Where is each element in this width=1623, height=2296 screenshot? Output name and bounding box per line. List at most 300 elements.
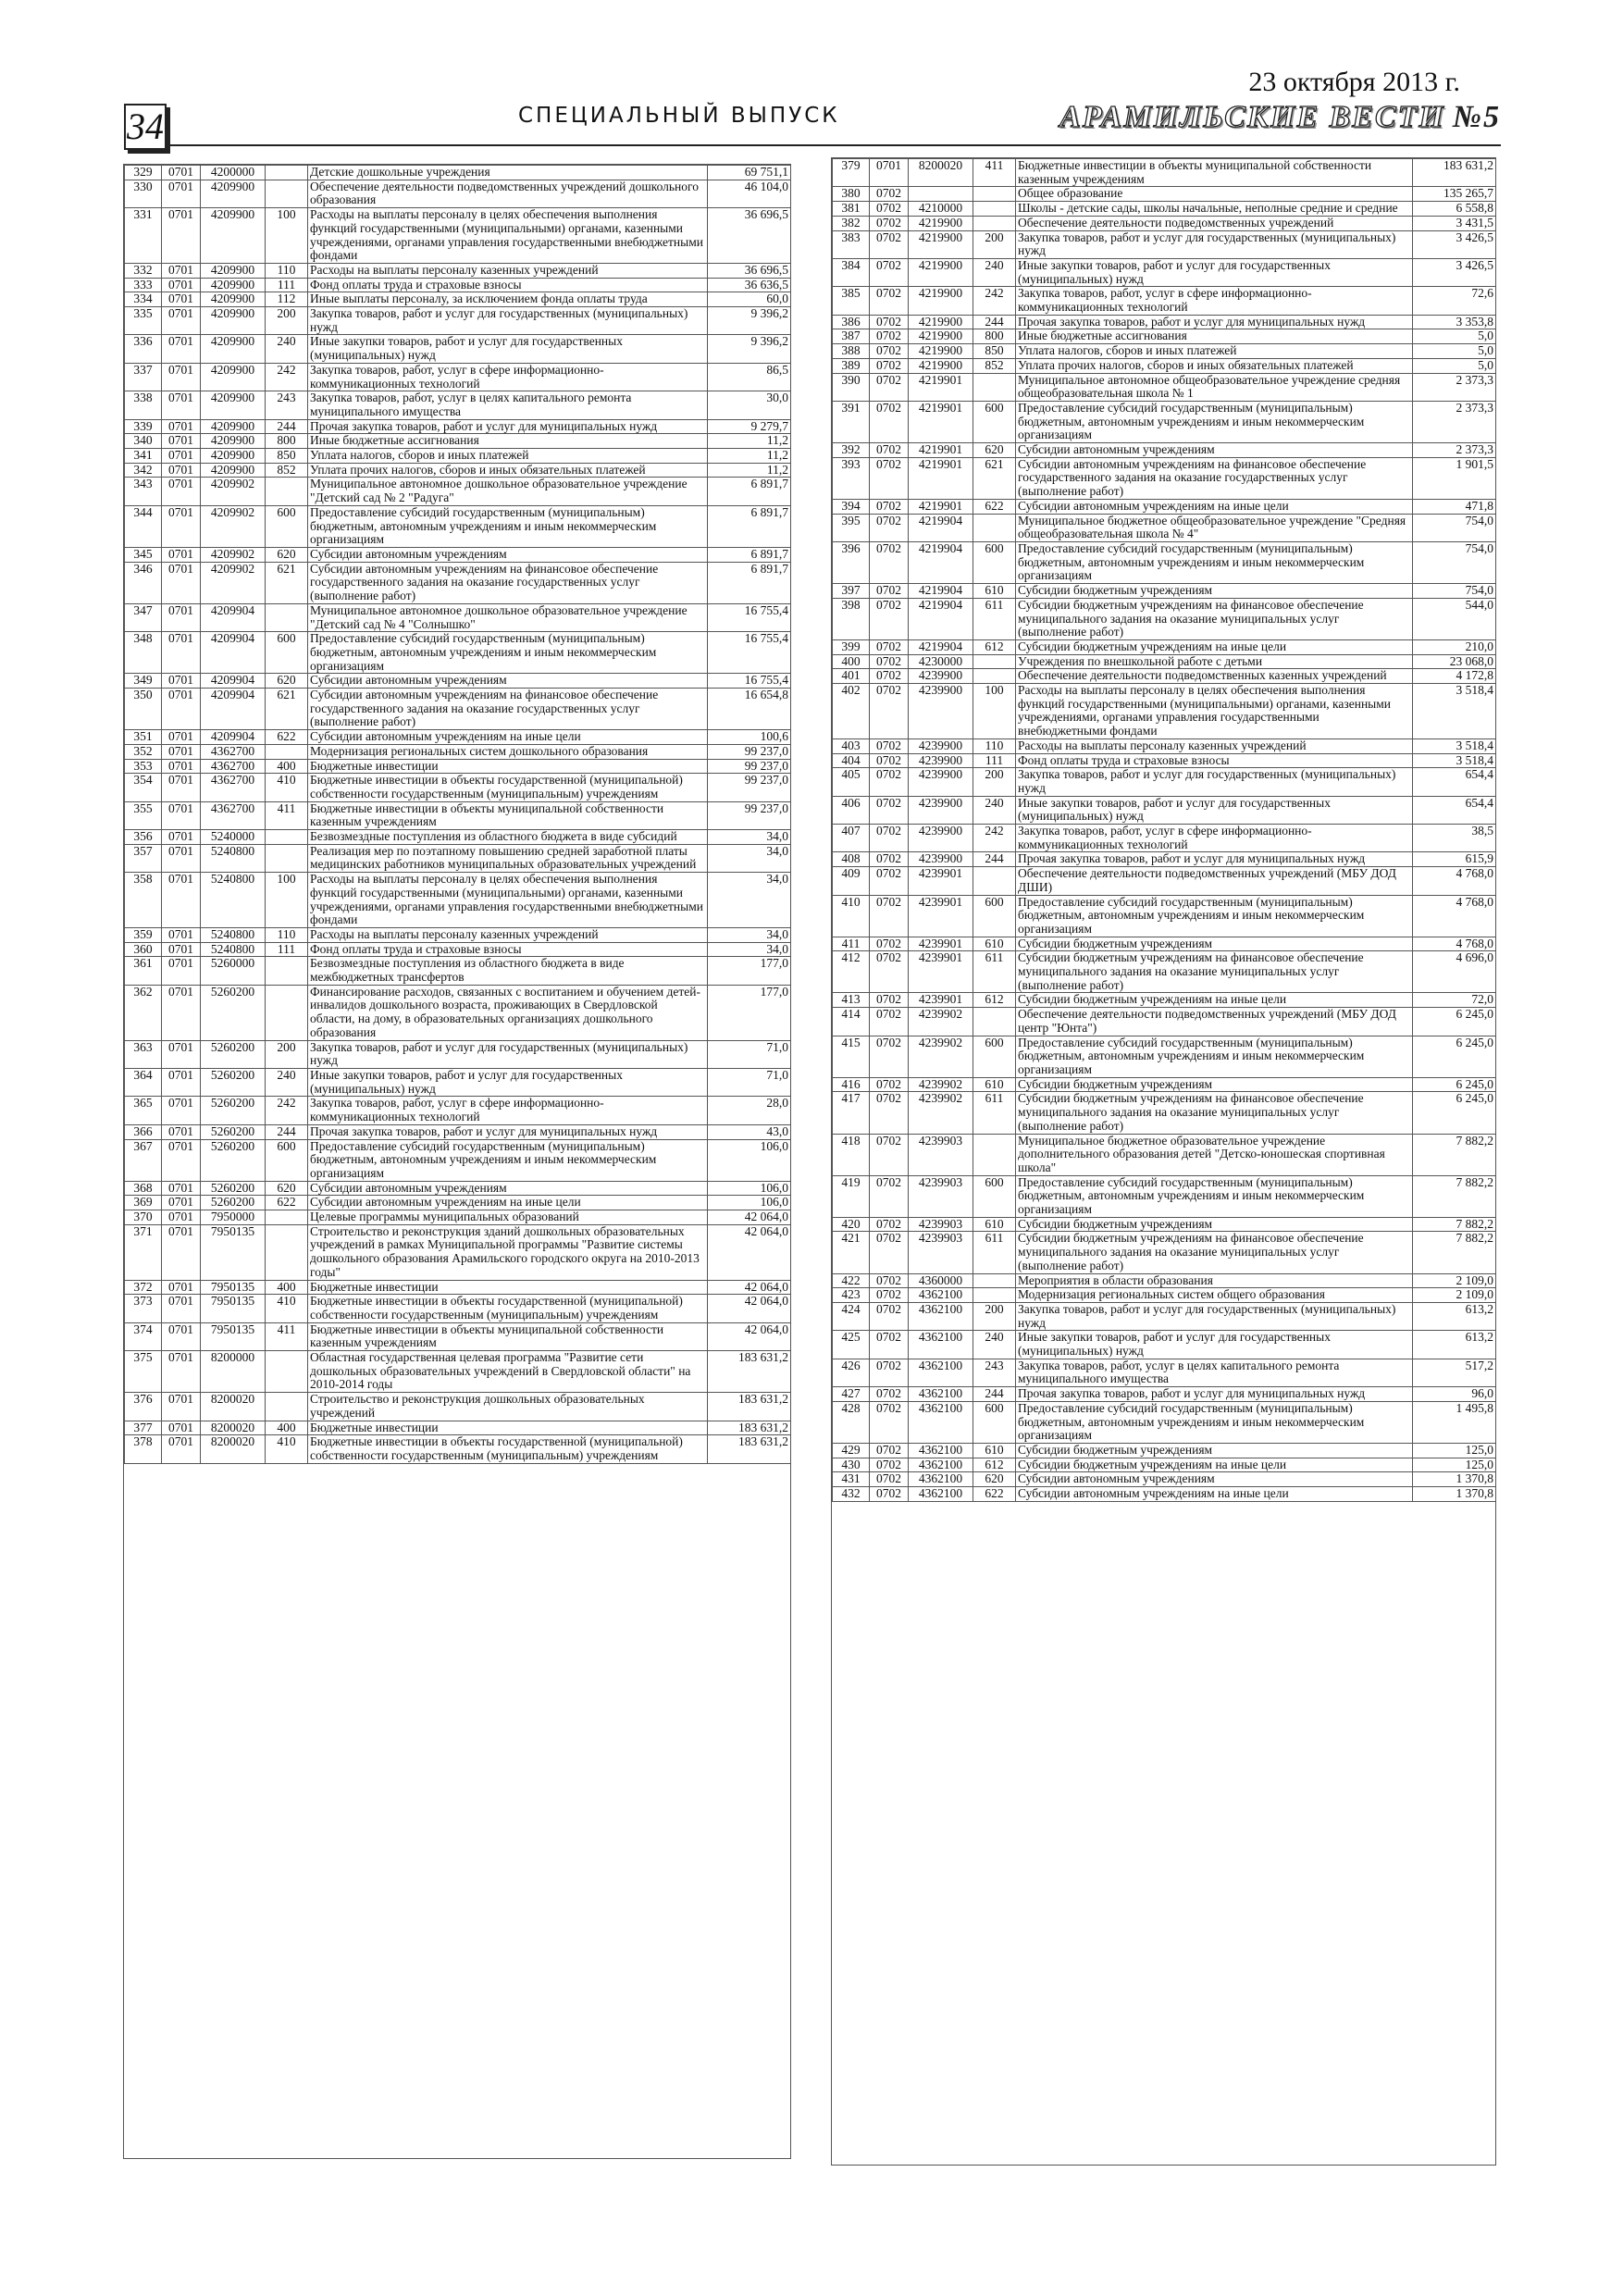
- table-row: [125, 1139, 791, 1181]
- amount-value: 71,0: [708, 1040, 791, 1068]
- section-code: 0702: [870, 187, 909, 202]
- amount-value: 754,0: [1413, 514, 1496, 541]
- row-number: 376: [125, 1393, 162, 1421]
- section-code: 0701: [162, 927, 201, 942]
- expense-type-code: 620: [973, 443, 1016, 458]
- amount-value: 106,0: [708, 1196, 791, 1210]
- table-row: [125, 730, 791, 745]
- amount-value: 71,0: [708, 1069, 791, 1097]
- section-code: 0702: [870, 1443, 909, 1458]
- section-code: 0701: [162, 1181, 201, 1196]
- section-code: 0702: [870, 1472, 909, 1487]
- expense-type-code: 600: [973, 895, 1016, 937]
- article-code: 4209900: [201, 463, 266, 478]
- row-number: 358: [125, 873, 162, 928]
- item-name: Субсидии бюджетным учреждениям на иные цели: [1016, 1458, 1413, 1472]
- amount-value: 16 755,4: [708, 603, 791, 631]
- item-name: Прочая закупка товаров, работ и услуг для муниципальных нужд: [1016, 852, 1413, 867]
- expense-type-code: 240: [973, 796, 1016, 824]
- section-code: 0702: [870, 738, 909, 753]
- section-code: 0701: [162, 434, 201, 449]
- table-row: [125, 674, 791, 689]
- section-code: 0702: [870, 216, 909, 230]
- article-code: 5260200: [201, 985, 266, 1040]
- section-code: 0702: [870, 1036, 909, 1077]
- amount-value: 11,2: [708, 449, 791, 464]
- article-code: 4209902: [201, 547, 266, 562]
- table-row: [125, 1295, 791, 1322]
- row-number: 420: [833, 1217, 870, 1232]
- expense-type-code: 600: [973, 1036, 1016, 1077]
- section-code: 0701: [162, 730, 201, 745]
- expense-type-code: [973, 654, 1016, 669]
- item-name: Закупка товаров, работ, услуг в сфере информационно-коммуникационных технологий: [1016, 825, 1413, 852]
- amount-value: 3 426,5: [1413, 230, 1496, 258]
- section-code: 0702: [870, 499, 909, 514]
- row-number: 348: [125, 632, 162, 674]
- article-code: 4239901: [909, 937, 973, 951]
- expense-type-code: 620: [266, 547, 308, 562]
- article-code: 4209900: [201, 208, 266, 264]
- section-code: 0702: [870, 1487, 909, 1502]
- row-number: 362: [125, 985, 162, 1040]
- table-row: [833, 1331, 1496, 1359]
- article-code: 4219900: [909, 287, 973, 315]
- row-number: 408: [833, 852, 870, 867]
- item-name: Иные закупки товаров, работ и услуг для государственных (муниципальных) нужд: [1016, 1331, 1413, 1359]
- section-code: 0701: [162, 505, 201, 547]
- expense-type-code: 200: [266, 307, 308, 335]
- item-name: Субсидии бюджетным учреждениям: [1016, 584, 1413, 599]
- section-code: 0702: [870, 1401, 909, 1443]
- item-name: Обеспечение деятельности подведомственных казенных учреждений: [1016, 669, 1413, 684]
- item-name: Муниципальное автономное дошкольное образовательное учреждение "Детский сад № 2 "Радуга": [308, 478, 708, 505]
- article-code: 5240800: [201, 942, 266, 957]
- article-code: 4209900: [201, 419, 266, 434]
- expense-type-code: 411: [266, 801, 308, 829]
- table-row: [125, 180, 791, 207]
- section-code: 0701: [162, 603, 201, 631]
- section-code: 0701: [162, 1196, 201, 1210]
- table-row: [833, 598, 1496, 639]
- section-code: 0702: [870, 654, 909, 669]
- section-code: 0702: [870, 514, 909, 541]
- article-code: 4219901: [909, 457, 973, 499]
- row-number: 335: [125, 307, 162, 335]
- amount-value: 34,0: [708, 830, 791, 845]
- expense-type-code: [266, 1210, 308, 1225]
- amount-value: 3 518,4: [1413, 684, 1496, 739]
- article-code: 4209902: [201, 505, 266, 547]
- amount-value: 38,5: [1413, 825, 1496, 852]
- table-row: [125, 208, 791, 264]
- item-name: Субсидии автономным учреждениям: [1016, 1472, 1413, 1487]
- amount-value: 1 901,5: [1413, 457, 1496, 499]
- item-name: Предоставление субсидий государственным (муниципальным) бюджетным, автономным учреждениям и иным некоммерческим организациям: [1016, 895, 1413, 937]
- row-number: 340: [125, 434, 162, 449]
- article-code: 4362700: [201, 759, 266, 774]
- row-number: 385: [833, 287, 870, 315]
- section-code: 0702: [870, 1232, 909, 1273]
- table-row: [833, 1273, 1496, 1288]
- row-number: 333: [125, 278, 162, 292]
- item-name: Предоставление субсидий государственным (муниципальным) бюджетным, автономным учреждениям и иным некоммерческим организациям: [308, 505, 708, 547]
- amount-value: 42 064,0: [708, 1295, 791, 1322]
- article-code: 4239900: [909, 825, 973, 852]
- table-row: [833, 1487, 1496, 1502]
- item-name: Фонд оплаты труда и страховые взносы: [308, 278, 708, 292]
- amount-value: 2 109,0: [1413, 1273, 1496, 1288]
- amount-value: 7 882,2: [1413, 1232, 1496, 1273]
- section-code: 0702: [870, 639, 909, 654]
- table-row: [125, 985, 791, 1040]
- section-code: 0702: [870, 1077, 909, 1092]
- section-code: 0702: [870, 684, 909, 739]
- expense-type-code: 240: [973, 258, 1016, 286]
- budget-table-left-body: [125, 166, 791, 1464]
- row-number: 353: [125, 759, 162, 774]
- row-number: 346: [125, 562, 162, 603]
- amount-value: 754,0: [1413, 541, 1496, 583]
- article-code: 4239900: [909, 852, 973, 867]
- amount-value: 5,0: [1413, 329, 1496, 344]
- section-code: 0701: [162, 942, 201, 957]
- expense-type-code: 100: [973, 684, 1016, 739]
- table-row: [125, 801, 791, 829]
- expense-type-code: 244: [973, 852, 1016, 867]
- expense-type-code: 200: [973, 1302, 1016, 1330]
- row-number: 402: [833, 684, 870, 739]
- expense-type-code: 200: [266, 1040, 308, 1068]
- table-row: [125, 363, 791, 391]
- article-code: 4219900: [909, 315, 973, 329]
- item-name: Уплата прочих налогов, сборов и иных обязательных платежей: [1016, 358, 1413, 373]
- amount-value: 99 237,0: [708, 744, 791, 759]
- item-name: Предоставление субсидий государственным (муниципальным) бюджетным, автономным учреждениям и иным некоммерческим организациям: [308, 1139, 708, 1181]
- item-name: Закупка товаров, работ, услуг в сфере информационно-коммуникационных технологий: [308, 363, 708, 391]
- item-name: Субсидии бюджетным учреждениям на финансовое обеспечение муниципального задания на оказание муниципальных услуг (выполнение работ): [1016, 951, 1413, 993]
- row-number: 378: [125, 1435, 162, 1463]
- table-row: [125, 1224, 791, 1280]
- expense-type-code: 242: [266, 1097, 308, 1124]
- article-code: 4210000: [909, 202, 973, 217]
- budget-table-right-body: [833, 159, 1496, 1502]
- table-row: [833, 1472, 1496, 1487]
- amount-value: 5,0: [1413, 344, 1496, 359]
- section-code: 0701: [162, 478, 201, 505]
- row-number: 356: [125, 830, 162, 845]
- item-name: Субсидии бюджетным учреждениям: [1016, 937, 1413, 951]
- item-name: Мероприятия в области образования: [1016, 1273, 1413, 1288]
- item-name: Бюджетные инвестиции в объекты муниципальной собственности казенным учреждениям: [308, 801, 708, 829]
- table-row: [125, 942, 791, 957]
- expense-type-code: 100: [266, 873, 308, 928]
- row-number: 342: [125, 463, 162, 478]
- section-code: 0701: [162, 689, 201, 730]
- table-row: [833, 825, 1496, 852]
- row-number: 345: [125, 547, 162, 562]
- expense-type-code: 110: [266, 263, 308, 278]
- item-name: Закупка товаров, работ и услуг для государственных (муниципальных) нужд: [1016, 1302, 1413, 1330]
- row-number: 418: [833, 1134, 870, 1175]
- row-number: 394: [833, 499, 870, 514]
- row-number: 374: [125, 1322, 162, 1350]
- amount-value: 4 768,0: [1413, 895, 1496, 937]
- section-code: 0702: [870, 584, 909, 599]
- section-code: 0702: [870, 457, 909, 499]
- item-name: Фонд оплаты труда и страховые взносы: [1016, 753, 1413, 768]
- article-code: 8200020: [201, 1435, 266, 1463]
- item-name: Иные бюджетные ассигнования: [308, 434, 708, 449]
- expense-type-code: [266, 166, 308, 180]
- amount-value: 613,2: [1413, 1302, 1496, 1330]
- item-name: Общее образование: [1016, 187, 1413, 202]
- row-number: 379: [833, 159, 870, 187]
- item-name: Предоставление субсидий государственным (муниципальным) бюджетным, автономным учреждениям и иным некоммерческим организациям: [1016, 401, 1413, 442]
- article-code: 4209900: [201, 434, 266, 449]
- row-number: 417: [833, 1092, 870, 1134]
- article-code: 7950135: [201, 1322, 266, 1350]
- row-number: 370: [125, 1210, 162, 1225]
- amount-value: 72,6: [1413, 287, 1496, 315]
- table-row: [833, 358, 1496, 373]
- expense-type-code: [973, 216, 1016, 230]
- row-number: 334: [125, 292, 162, 307]
- item-name: Иные выплаты персоналу, за исключением фонда оплаты труда: [308, 292, 708, 307]
- issue-number: №5: [1452, 100, 1501, 134]
- row-number: 341: [125, 449, 162, 464]
- item-name: Предоставление субсидий государственным (муниципальным) бюджетным, автономным учреждениям и иным некоммерческим организациям: [1016, 1401, 1413, 1443]
- expense-type-code: 240: [266, 1069, 308, 1097]
- item-name: Модернизация региональных систем общего образования: [1016, 1288, 1413, 1303]
- section-code: 0702: [870, 373, 909, 401]
- row-number: 387: [833, 329, 870, 344]
- article-code: 4209904: [201, 603, 266, 631]
- item-name: Уплата налогов, сборов и иных платежей: [1016, 344, 1413, 359]
- amount-value: 23 068,0: [1413, 654, 1496, 669]
- item-name: Прочая закупка товаров, работ и услуг для муниципальных нужд: [1016, 315, 1413, 329]
- amount-value: 4 768,0: [1413, 937, 1496, 951]
- section-code: 0701: [162, 1393, 201, 1421]
- expense-type-code: 620: [266, 674, 308, 689]
- item-name: Реализация мер по поэтапному повышению средней заработной платы медицинских работников муниципальных образовательных учреждений: [308, 844, 708, 872]
- header-rule: [167, 144, 1501, 146]
- item-name: Прочая закупка товаров, работ и услуг для муниципальных нужд: [308, 419, 708, 434]
- expense-type-code: 200: [973, 768, 1016, 796]
- table-row: [125, 391, 791, 419]
- expense-type-code: 410: [266, 1435, 308, 1463]
- amount-value: 2 373,3: [1413, 401, 1496, 442]
- table-row: [125, 292, 791, 307]
- item-name: Закупка товаров, работ и услуг для государственных (муниципальных) нужд: [308, 307, 708, 335]
- table-row: [833, 1387, 1496, 1402]
- amount-value: 3 518,4: [1413, 738, 1496, 753]
- article-code: 7950135: [201, 1295, 266, 1322]
- section-code: 0702: [870, 1008, 909, 1036]
- expense-type-code: [973, 1008, 1016, 1036]
- amount-value: 36 696,5: [708, 263, 791, 278]
- article-code: 5260200: [201, 1097, 266, 1124]
- section-title: СПЕЦИАЛЬНЫЙ ВЫПУСК: [518, 104, 840, 128]
- row-number: 390: [833, 373, 870, 401]
- row-number: 368: [125, 1181, 162, 1196]
- section-code: 0701: [162, 180, 201, 207]
- row-number: 352: [125, 744, 162, 759]
- item-name: Субсидии автономным учреждениям на иные цели: [308, 1196, 708, 1210]
- amount-value: 183 631,2: [708, 1435, 791, 1463]
- item-name: Модернизация региональных систем дошкольного образования: [308, 744, 708, 759]
- row-number: 361: [125, 957, 162, 985]
- item-name: Бюджетные инвестиции: [308, 759, 708, 774]
- issue-date: 23 октября 2013 г.: [1248, 67, 1460, 97]
- section-code: 0701: [162, 1280, 201, 1295]
- section-code: 0702: [870, 852, 909, 867]
- expense-type-code: 852: [266, 463, 308, 478]
- table-row: [833, 287, 1496, 315]
- item-name: Безвозмездные поступления из областного бюджета в виде межбюджетных трансфертов: [308, 957, 708, 985]
- article-code: 4239900: [909, 738, 973, 753]
- amount-value: 6 891,7: [708, 505, 791, 547]
- item-name: Закупка товаров, работ и услуг для государственных (муниципальных) нужд: [1016, 768, 1413, 796]
- table-row: [833, 1092, 1496, 1134]
- amount-value: 2 109,0: [1413, 1288, 1496, 1303]
- expense-type-code: [266, 478, 308, 505]
- item-name: Расходы на выплаты персоналу в целях обеспечения выполнения функций государственными (муниципальными) органами, казенными учреждениями, органами управления государственными внебюджетными фондами: [308, 873, 708, 928]
- section-code: 0701: [162, 674, 201, 689]
- section-code: 0701: [162, 985, 201, 1040]
- expense-type-code: [973, 1273, 1016, 1288]
- expense-type-code: [266, 830, 308, 845]
- item-name: Иные закупки товаров, работ и услуг для государственных (муниципальных) нужд: [308, 1069, 708, 1097]
- expense-type-code: 622: [973, 499, 1016, 514]
- table-row: [833, 202, 1496, 217]
- table-row: [833, 684, 1496, 739]
- section-code: 0701: [162, 335, 201, 363]
- expense-type-code: 610: [973, 584, 1016, 599]
- section-code: 0701: [162, 1210, 201, 1225]
- table-row: [833, 1359, 1496, 1386]
- expense-type-code: 611: [973, 1232, 1016, 1273]
- article-code: 4362100: [909, 1331, 973, 1359]
- expense-type-code: 243: [266, 391, 308, 419]
- section-code: 0701: [162, 759, 201, 774]
- table-row: [833, 1288, 1496, 1303]
- amount-value: 100,6: [708, 730, 791, 745]
- amount-value: 4 768,0: [1413, 867, 1496, 895]
- item-name: Закупка товаров, работ, услуг в целях капитального ремонта муниципального имущества: [308, 391, 708, 419]
- item-name: Фонд оплаты труда и страховые взносы: [308, 942, 708, 957]
- expense-type-code: 411: [973, 159, 1016, 187]
- expense-type-code: 110: [973, 738, 1016, 753]
- article-code: 4239900: [909, 669, 973, 684]
- table-row: [833, 669, 1496, 684]
- article-code: 4209904: [201, 689, 266, 730]
- table-row: [125, 774, 791, 801]
- item-name: Муниципальное автономное дошкольное образовательное учреждение "Детский сад № 4 "Солнышко": [308, 603, 708, 631]
- amount-value: 615,9: [1413, 852, 1496, 867]
- expense-type-code: 600: [266, 1139, 308, 1181]
- article-code: 4362100: [909, 1302, 973, 1330]
- item-name: Субсидии автономным учреждениям на иные цели: [1016, 499, 1413, 514]
- article-code: 8200020: [909, 159, 973, 187]
- article-code: 8200020: [201, 1421, 266, 1435]
- article-code: 4209900: [201, 449, 266, 464]
- amount-value: 7 882,2: [1413, 1217, 1496, 1232]
- section-code: 0702: [870, 895, 909, 937]
- expense-type-code: 400: [266, 759, 308, 774]
- table-row: [125, 505, 791, 547]
- row-number: 332: [125, 263, 162, 278]
- expense-type-code: 611: [973, 1092, 1016, 1134]
- amount-value: 42 064,0: [708, 1280, 791, 1295]
- row-number: 404: [833, 753, 870, 768]
- article-code: 4209902: [201, 562, 266, 603]
- table-row: [833, 639, 1496, 654]
- row-number: 350: [125, 689, 162, 730]
- row-number: 386: [833, 315, 870, 329]
- expense-type-code: 111: [266, 942, 308, 957]
- row-number: 373: [125, 1295, 162, 1322]
- article-code: 4360000: [909, 1273, 973, 1288]
- section-code: 0701: [162, 830, 201, 845]
- item-name: Муниципальное бюджетное общеобразовательное учреждение "Средняя общеобразовательная школа № 4": [1016, 514, 1413, 541]
- section-code: 0701: [162, 278, 201, 292]
- expense-type-code: 410: [266, 774, 308, 801]
- expense-type-code: [266, 180, 308, 207]
- expense-type-code: 112: [266, 292, 308, 307]
- expense-type-code: 244: [266, 1124, 308, 1139]
- row-number: 331: [125, 208, 162, 264]
- article-code: 4362100: [909, 1387, 973, 1402]
- row-number: 426: [833, 1359, 870, 1386]
- expense-type-code: 240: [973, 1331, 1016, 1359]
- item-name: Прочая закупка товаров, работ и услуг для муниципальных нужд: [1016, 1387, 1413, 1402]
- section-code: 0701: [162, 547, 201, 562]
- expense-type-code: [973, 373, 1016, 401]
- article-code: 8200020: [201, 1393, 266, 1421]
- expense-type-code: 850: [266, 449, 308, 464]
- amount-value: 99 237,0: [708, 801, 791, 829]
- table-row: [833, 216, 1496, 230]
- expense-type-code: 240: [266, 335, 308, 363]
- section-code: 0701: [162, 1322, 201, 1350]
- amount-value: 654,4: [1413, 796, 1496, 824]
- row-number: 336: [125, 335, 162, 363]
- article-code: 4239901: [909, 993, 973, 1008]
- article-code: 4209900: [201, 391, 266, 419]
- item-name: Муниципальное автономное общеобразовательное учреждение средняя общеобразовательная школа № 1: [1016, 373, 1413, 401]
- section-code: 0702: [870, 287, 909, 315]
- table-row: [833, 584, 1496, 599]
- article-code: 4239902: [909, 1092, 973, 1134]
- amount-value: 6 245,0: [1413, 1036, 1496, 1077]
- article-code: 4219904: [909, 598, 973, 639]
- row-number: 406: [833, 796, 870, 824]
- article-code: 5260200: [201, 1139, 266, 1181]
- row-number: 365: [125, 1097, 162, 1124]
- article-code: 5240000: [201, 830, 266, 845]
- section-code: 0702: [870, 796, 909, 824]
- article-code: 5260000: [201, 957, 266, 985]
- section-code: 0701: [162, 1069, 201, 1097]
- table-row: [833, 796, 1496, 824]
- table-row: [833, 230, 1496, 258]
- section-code: 0701: [162, 1040, 201, 1068]
- article-code: 4239900: [909, 796, 973, 824]
- table-row: [125, 632, 791, 674]
- row-number: 419: [833, 1175, 870, 1217]
- section-code: 0702: [870, 202, 909, 217]
